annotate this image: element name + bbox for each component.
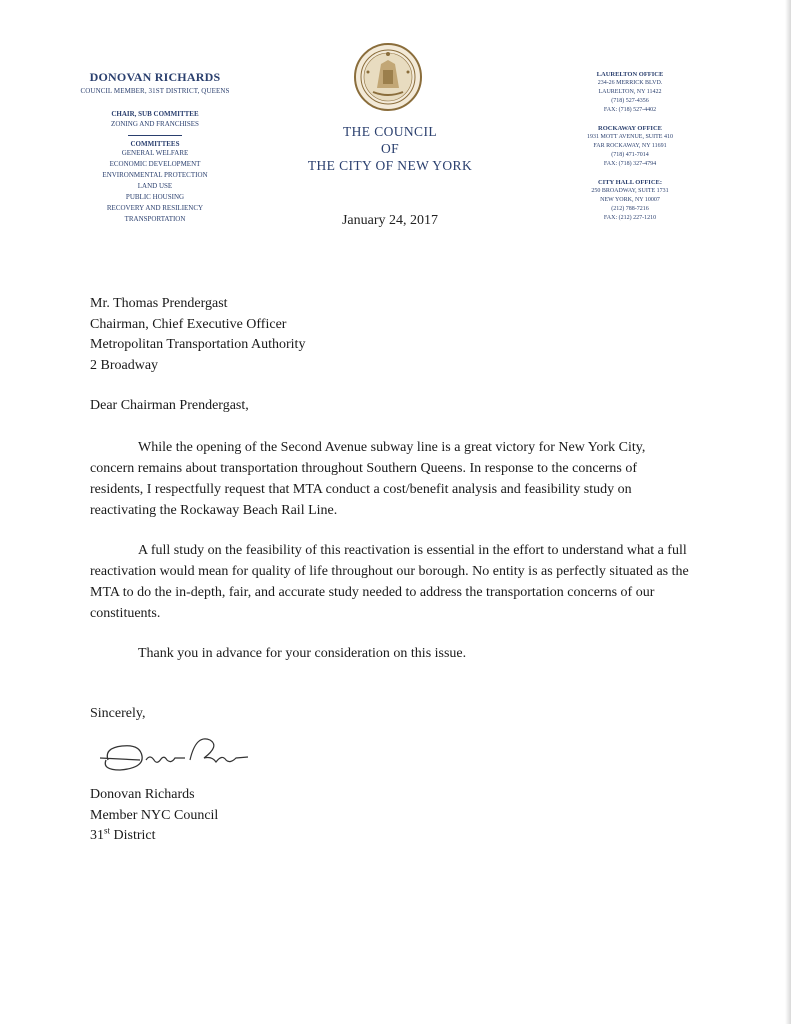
office-line: 1931 MOTT AVENUE, SUITE 410 <box>587 134 673 140</box>
member-subtitle: COUNCIL MEMBER, 31ST DISTRICT, QUEENS <box>80 87 230 95</box>
office-line: (212) 788-7216 <box>611 206 649 212</box>
recipient-address <box>90 294 690 376</box>
office-line: (718) 471-7014 <box>611 152 649 158</box>
council-title <box>285 123 495 174</box>
signer-district <box>90 826 690 847</box>
district-label: District <box>110 828 156 843</box>
recipient-name: Mr. Thomas Prendergast <box>90 296 228 311</box>
council-line1: THE COUNCIL <box>342 124 437 139</box>
header-divider <box>128 135 182 136</box>
office-rockaway <box>560 124 700 169</box>
page-edge-shadow <box>785 0 791 1024</box>
city-seal-icon <box>353 42 423 112</box>
office-line: FAX: (718) 327-4794 <box>603 161 657 167</box>
salutation: Dear Chairman Prendergast, <box>90 398 249 413</box>
recipient-organization: Metropolitan Transportation Authority <box>90 337 306 352</box>
council-member-header <box>60 70 250 225</box>
office-line: NEW YORK, NY 10007 <box>600 197 660 203</box>
chair-committee: ZONING AND FRANCHISES <box>111 120 199 128</box>
office-line: 234-26 MERRICK BLVD. <box>597 80 663 86</box>
recipient-title: Chairman, Chief Executive Officer <box>90 316 287 332</box>
committee-item: TRANSPORTATION <box>124 215 186 223</box>
committee-item: RECOVERY AND RESILIENCY <box>106 204 204 212</box>
office-line: FAX: (212) 227-1210 <box>603 215 657 221</box>
committee-item: ECONOMIC DEVELOPMENT <box>109 160 201 168</box>
office-line: (718) 527-4356 <box>611 98 649 104</box>
council-line3: THE CITY OF NEW YORK <box>307 158 473 173</box>
office-city-hall <box>560 178 700 223</box>
council-line2: OF <box>380 141 400 156</box>
closing: Sincerely, <box>90 706 146 721</box>
committee-item: ENVIRONMENTAL PROTECTION <box>102 171 208 179</box>
committee-item: PUBLIC HOUSING <box>125 193 185 201</box>
district-ordinal: st <box>104 825 111 836</box>
office-title: CITY HALL OFFICE: <box>597 179 663 186</box>
office-title: LAURELTON OFFICE <box>596 71 664 78</box>
signature-block <box>90 785 690 847</box>
letter-date: January 24, 2017 <box>341 213 439 228</box>
office-line: 250 BROADWAY, SUITE 1731 <box>591 188 669 194</box>
committee-item: GENERAL WELFARE <box>121 149 189 157</box>
office-line: LAURELTON, NY 11422 <box>598 89 662 95</box>
office-line: FAR ROCKAWAY, NY 11691 <box>593 143 667 149</box>
office-addresses <box>560 70 700 232</box>
signer-title: Member NYC Council <box>90 807 219 823</box>
district-number: 31 <box>90 828 104 843</box>
committees-title: COMMITTEES <box>130 140 180 148</box>
member-name: DONOVAN RICHARDS <box>89 70 221 84</box>
handwritten-signature <box>100 730 250 780</box>
chair-title: CHAIR, SUB COMMITTEE <box>111 110 199 118</box>
body-paragraph-2: A full study on the feasibility of this reactivation is essential in the effort to understand what a full reactivation would mean for quality of life throughout our borough. No entity is as perfectly situated as the MTA to do the in-depth, fair, and accurate study needed to address the transportation concerns of our constituents. <box>90 543 689 621</box>
office-line: FAX: (718) 527-4402 <box>603 107 657 113</box>
signer-name: Donovan Richards <box>90 787 195 802</box>
body-paragraph-1: While the opening of the Second Avenue subway line is a great victory for New York City, concern remains about transportation throughout Southern Queens. In response to the concerns of residents, I respectfully request that MTA conduct a cost/benefit analysis and feasibility study on reactivating the Rockaway Beach Rail Line. <box>90 440 646 518</box>
office-laurelton <box>560 70 700 115</box>
body-paragraph-3: Thank you in advance for your consideration on this issue. <box>138 646 467 661</box>
committee-item: LAND USE <box>137 182 173 190</box>
office-title: ROCKAWAY OFFICE <box>598 125 662 132</box>
recipient-street: 2 Broadway <box>90 357 159 373</box>
